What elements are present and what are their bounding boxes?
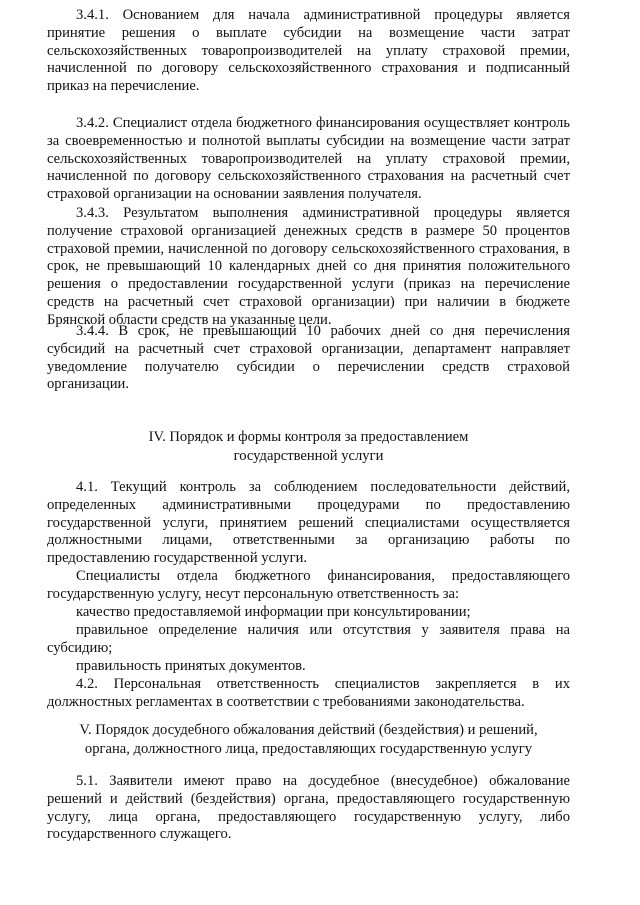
section-5-heading bbox=[47, 721, 570, 758]
paragraph-4-1: 4.1. Текущий контроль за соблюдением последовательности действий, определенных административными процедурами по предоставлению государственной услуги, принятием решений специалистами осуществляется должностными лицами, ответственными за организацию работы по предоставлению государственной услуги. bbox=[47, 479, 570, 567]
paragraph-3-4-4: 3.4.4. В срок, не превышающий 10 рабочих дней со дня перечисления субсидий на расчетный счет страховой организации, департамент направляет уведомление получателю субсидии о перечислении средств страховой организации. bbox=[47, 323, 570, 393]
responsibility-item-2: правильное определение наличия или отсутствия у заявителя права на субсидию; bbox=[47, 622, 570, 656]
paragraph-specialists: Специалисты отдела бюджетного финансирования, предоставляющего государственную услугу, несут персональную ответственность за: bbox=[47, 568, 570, 602]
paragraph-3-4-1: 3.4.1. Основанием для начала административной процедуры является принятие решения о выплате субсидии на возмещение части затрат сельскохозяйственных товаропроизводителей на уплату страховой премии, начисленной по договору сельскохозяйственного страхования и подписанный приказ на перечисление. bbox=[47, 7, 570, 95]
section-4-heading bbox=[47, 428, 570, 465]
section-4-heading-line-2: государственной услуги bbox=[233, 447, 384, 464]
section-5-heading-line-1: V. Порядок досудебного обжалования действий (бездействия) и решений, bbox=[79, 722, 538, 738]
responsibility-item-3: правильность принятых документов. bbox=[76, 658, 306, 674]
paragraph-3-4-3: 3.4.3. Результатом выполнения административной процедуры является получение страховой организацией денежных средств в размере 50 процентов страховой премии, начисленной по договору сельскохозяйственного страхования, в срок, не превышающий 10 календарных дней со дня принятия положительного решения о предоставлении государственной услуги (приказ на перечисление средств на расчетный счет страховой организации) при наличии в бюджете Брянской области средств на указанные цели. bbox=[47, 205, 570, 328]
paragraph-3-4-2: 3.4.2. Специалист отдела бюджетного финансирования осуществляет контроль за своевременностью и полнотой выплаты субсидии на возмещение части затрат сельскохозяйственных товаропроизводителей на уплату страховой премии, начисленной по договору сельскохозяйственного страхования на расчетный счет страховой организации на основании заявления получателя. bbox=[47, 115, 570, 203]
section-5-heading-line-2: органа, должностного лица, предоставляющих государственную услугу bbox=[84, 740, 533, 757]
section-4-heading-line-1: IV. Порядок и формы контроля за предоставлением bbox=[148, 429, 469, 445]
paragraph-5-1: 5.1. Заявители имеют право на досудебное (внесудебное) обжалование решений и действий (бездействия) органа, предоставляющего государственную услугу, лица органа, предоставляющего государственную услугу, либо государственного служащего. bbox=[47, 773, 570, 843]
responsibility-item-1: качество предоставляемой информации при консультировании; bbox=[76, 604, 471, 620]
paragraph-4-2: 4.2. Персональная ответственность специалистов закрепляется в их должностных регламентах в соответствии с требованиями законодательства. bbox=[47, 676, 570, 710]
